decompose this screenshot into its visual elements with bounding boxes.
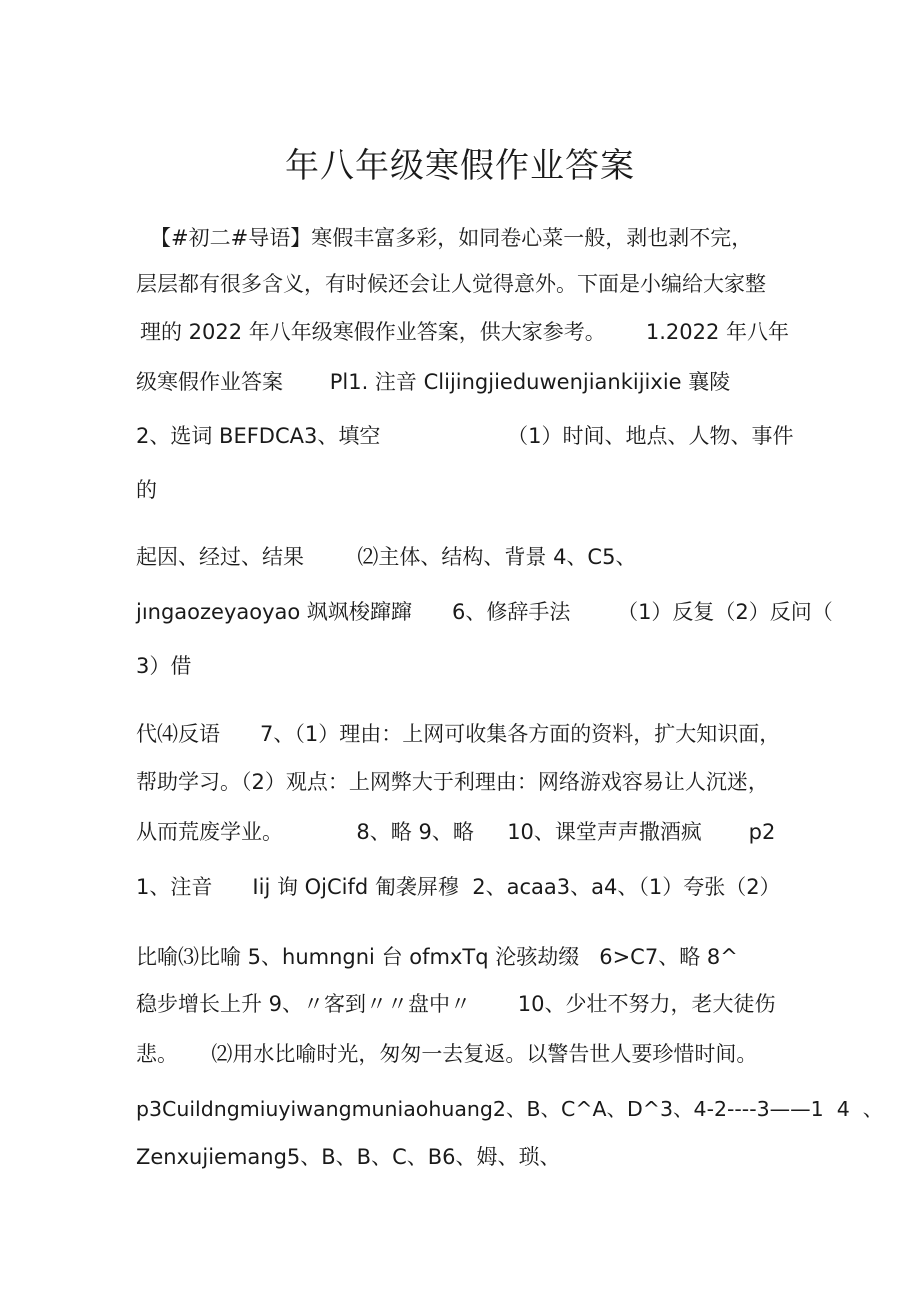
text-line: p3Cuildngmiuyiwangmuniaohuang2、B、C^A、D^3、4-2----3——1 4 、	[136, 1097, 884, 1121]
text-line: 1、注音 Iij 询 OjCifd 匍袭屏穆 2、acaa3、a4、（1）夸张（2）	[136, 875, 781, 899]
text-line: 帮助学习。（2）观点：上网弊大于利理由：网络游戏容易让人沉迷，	[136, 770, 769, 794]
text-line: 2、选词 BEFDCA3、填空 （1）时间、地点、人物、事件	[136, 424, 794, 448]
text-line: 起因、经过、结果 ⑵主体、结构、背景 4、C5、	[136, 545, 637, 569]
text-line: 代⑷反语 7、（1）理由：上网可收集各方面的资料，扩大知识面，	[136, 722, 781, 746]
text-line: 稳步增长上升 9、〃客到〃〃盘中〃 10、少壮不努力，老大徒伤	[136, 992, 776, 1016]
text-line: jıngaozeyaoyao 飒飒梭蹿蹿 6、修辞手法 （1）反复（2）反问（	[136, 600, 833, 624]
text-line: 层层都有很多含义，有时候还会让人觉得意外。下面是小编给大家整	[136, 272, 766, 296]
text-line: 级寒假作业答案 Pl1. 注音 Clijingjieduwenjiankijixie 襄陵	[136, 370, 731, 394]
text-line: 理的 2022 年八年级寒假作业答案，供大家参考。 1.2022 年八年	[140, 320, 789, 344]
text-line: 3）借	[136, 654, 192, 678]
text-line: Zenxujiemang5、B、B、C、B6、姆、琐、	[136, 1145, 561, 1169]
text-line: 的	[136, 478, 157, 502]
text-line: 比喻⑶比喻 5、humngni 台 ofmxTq 沦骇劫缀 6>C7、略 8^	[136, 945, 738, 969]
page-title: 年八年级寒假作业答案	[285, 146, 635, 186]
text-line: 【#初二#导语】寒假丰富多彩，如同卷心菜一般，剥也剥不完，	[150, 226, 753, 250]
text-line: 从而荒废学业。 8、略 9、略 10、课堂声声撒酒疯 p2	[136, 820, 776, 844]
text-line: 悲。 ⑵用水比喻时光，匆匆一去复返。以警告世人要珍惜时间。	[136, 1042, 758, 1066]
